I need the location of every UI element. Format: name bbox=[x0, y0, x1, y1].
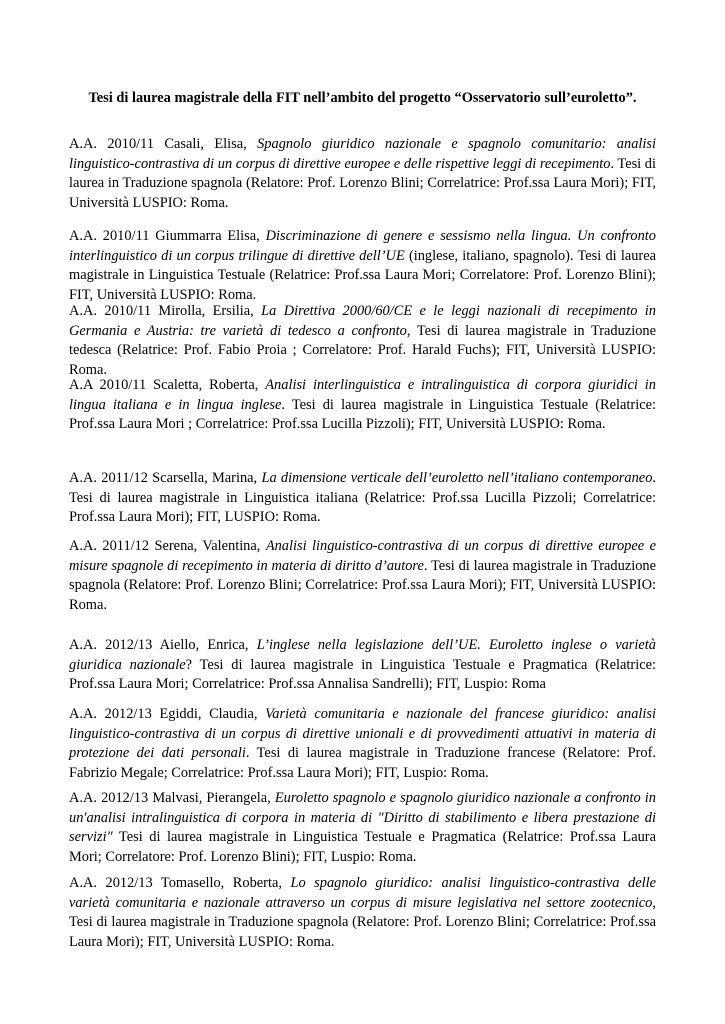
entry-details: . Tesi di laurea magistrale in Linguistica italiana (Relatrice: Prof.ssa Lucilla Pizzoli; Correlatrice: Prof.ssa Laura Mori); FIT, LUSPIO: Roma. bbox=[69, 470, 656, 526]
thesis-entry bbox=[69, 705, 656, 783]
entry-title: La dimensione verticale dell’euroletto nell’italiano contemporaneo bbox=[261, 470, 653, 486]
entry-prefix: A.A. 2012/13 Aiello, Enrica, bbox=[69, 637, 257, 653]
entry-title: Lo spagnolo giuridico: analisi linguistico-contrastiva delle varietà comunitaria e nazionale attraverso un corpus di misure legislativa nel settore zootecnico bbox=[69, 875, 656, 911]
thesis-entry bbox=[69, 135, 656, 213]
entry-title: Analisi interlinguistica e intralinguistica di corpora giuridici in lingua italiana e in lingua inglese bbox=[69, 377, 656, 413]
thesis-entry bbox=[69, 376, 656, 435]
thesis-entry bbox=[69, 227, 656, 305]
thesis-entry bbox=[69, 636, 656, 695]
thesis-entry bbox=[69, 302, 656, 380]
thesis-entry bbox=[69, 789, 656, 867]
entry-details: , Tesi di laurea magistrale in Traduzione spagnola (Relatore: Prof. Lorenzo Blini; Correlatrice: Prof.ssa Laura Mori); FIT, Università LUSPIO: Roma. bbox=[69, 894, 656, 950]
entry-details: . Tesi di laurea in Traduzione spagnola (Relatore: Prof. Lorenzo Blini; Correlatrice: Prof.ssa Laura Mori); FIT, Università LUSPIO: Roma. bbox=[69, 155, 657, 211]
entry-title: Analisi linguistico-contrastiva di un corpus di direttive europee e misure spagnole di recepimento in materia di diritto d’autore bbox=[69, 538, 656, 574]
entry-details: , Tesi di laurea magistrale in Traduzione tedesca (Relatrice: Prof. Fabio Proia ; Correlatore: Prof. Harald Fuchs); FIT, Università LUSPIO: Roma. bbox=[69, 322, 656, 378]
entry-title: La Direttiva 2000/60/CE e le leggi nazionali di recepimento in Germania e Austria: tre varietà di tedesco a confronto bbox=[69, 303, 656, 339]
entry-prefix: A.A. 2010/11 Mirolla, Ersilia, bbox=[69, 303, 262, 319]
thesis-entry bbox=[69, 537, 656, 615]
entry-prefix: A.A. 2011/12 Scarsella, Marina, bbox=[69, 470, 262, 486]
entry-details: . Tesi di laurea magistrale in Traduzione francese (Relatore: Prof. Fabrizio Megale; Correlatrice: Prof.ssa Laura Mori); FIT, Luspio: Roma. bbox=[69, 745, 656, 781]
entry-title: L’inglese nella legislazione dell’UE. Euroletto inglese o varietà giuridica nazionale bbox=[69, 637, 656, 673]
entry-title: Spagnolo giuridico nazionale e spagnolo comunitario: analisi linguistico-contrastiva di un corpus di direttive europee e delle rispettive leggi di recepimento bbox=[69, 136, 656, 172]
thesis-entry bbox=[69, 469, 656, 528]
entry-details: (inglese, italiano, spagnolo). Tesi di laurea magistrale in Linguistica Testuale (Relatrice: Prof.ssa Laura Mori; Correlatore: Prof. Lorenzo Blini); FIT, Università LUSPIO: Roma. bbox=[69, 247, 656, 303]
entry-details: . Tesi di laurea magistrale in Traduzione spagnola (Relatore: Prof. Lorenzo Blini; Correlatrice: Prof.ssa Laura Mori); FIT, Università LUSPIO: Roma. bbox=[69, 557, 656, 613]
entry-prefix: A.A. 2012/13 Tomasello, Roberta, bbox=[69, 875, 291, 891]
entry-prefix: A.A 2010/11 Scaletta, Roberta, bbox=[69, 377, 266, 393]
entry-prefix: A.A. 2012/13 Egiddi, Claudia, bbox=[69, 706, 266, 722]
entry-prefix: A.A. 2012/13 Malvasi, Pierangela, bbox=[69, 790, 275, 806]
entry-title: Discriminazione di genere e sessismo nella lingua. Un confronto interlinguistico di un corpus trilingue di direttive dell’UE bbox=[69, 228, 656, 264]
entry-title: Euroletto spagnolo e spagnolo giuridico nazionale a confronto in un'analisi intralinguistica di corpora in materia di "Diritto di stabilimento e libera prestazione di servizi" bbox=[69, 790, 656, 846]
entry-prefix: A.A. 2010/11 Giummarra Elisa, bbox=[69, 228, 266, 244]
entry-title: Varietà comunitaria e nazionale del francese giuridico: analisi linguistico-contrastiva di un corpus di direttive unionali e di provvedimenti attuativi in materia di protezione dei dati personali bbox=[69, 706, 656, 762]
thesis-entry bbox=[69, 874, 656, 952]
entry-details: ? Tesi di laurea magistrale in Linguistica Testuale e Pragmatica (Relatrice: Prof.ssa Laura Mori; Correlatrice: Prof.ssa Annalisa Sandrelli); FIT, Luspio: Roma bbox=[69, 656, 656, 693]
entry-prefix: A.A. 2010/11 Casali, Elisa, bbox=[69, 136, 258, 152]
entry-details: Tesi di laurea magistrale in Linguistica Testuale e Pragmatica (Relatrice: Prof.ssa Laura Mori; Correlatore: Prof. Lorenzo Blini); FIT, Luspio: Roma. bbox=[69, 829, 656, 865]
entry-prefix: A.A. 2011/12 Serena, Valentina, bbox=[69, 538, 266, 554]
entry-details: . Tesi di laurea magistrale in Linguistica Testuale (Relatrice: Prof.ssa Laura Mori ; Correlatrice: Prof.ssa Lucilla Pizzoli); FIT, Università LUSPIO: Roma. bbox=[69, 396, 656, 433]
page-title: Tesi di laurea magistrale della FIT nell’ambito del progetto “Osservatorio sull’euroletto”. bbox=[88, 90, 637, 106]
